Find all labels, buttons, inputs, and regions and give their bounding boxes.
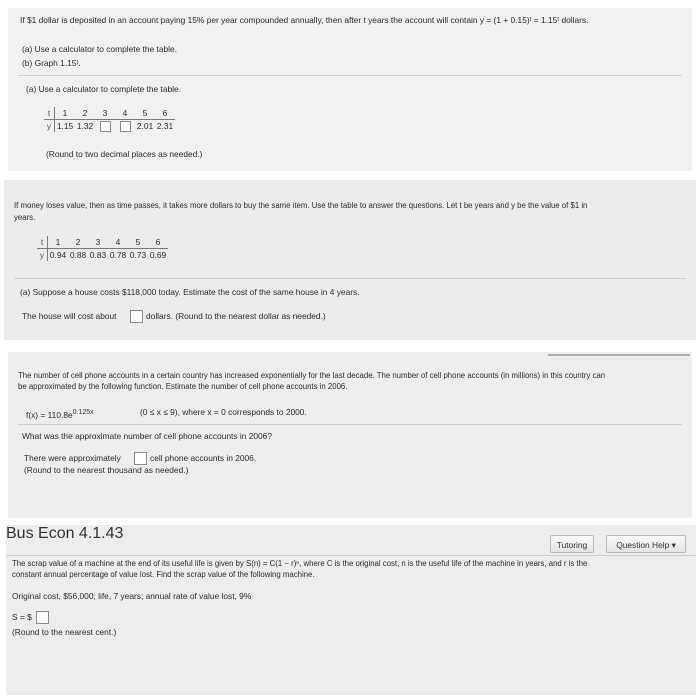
panel-money-value	[4, 180, 696, 340]
function-expression	[26, 407, 94, 421]
answer-suffix: cell phone accounts in 2006.	[150, 453, 257, 463]
t-cell: 1	[55, 107, 76, 120]
round-note: (Round to the nearest cent.)	[12, 627, 117, 637]
t-cell: 4	[115, 107, 135, 120]
y-cell: 0.69	[149, 250, 167, 260]
t-row-label: t	[44, 107, 55, 120]
question-a: (a) Suppose a house costs $118,000 today. Estimate the cost of the same house in 4 years.	[20, 287, 360, 297]
problem-line-1: The number of cell phone accounts in a certain country has increased exponentially for the last decade. The number of cell phone accounts (in millions) in this country can	[18, 371, 606, 380]
tutoring-button[interactable]: Tutoring	[550, 535, 594, 553]
answer-prefix: There were approximately	[24, 453, 121, 463]
answer-input[interactable]	[100, 121, 111, 132]
y-cell: 0.78	[109, 250, 127, 260]
scrap-value-input[interactable]	[36, 611, 49, 624]
y-cell: 2.01	[136, 121, 154, 131]
part-a-instruction: (a) Use a calculator to complete the table.	[22, 44, 178, 54]
y-cell: 0.83	[89, 250, 107, 260]
function-base: f(x) = 110.8e	[26, 409, 73, 420]
function-exponent: 0.125x	[72, 409, 94, 416]
t-cell: 6	[155, 107, 175, 120]
t-cell: 5	[135, 107, 155, 120]
y-cell: 1.15	[56, 121, 74, 131]
y-cell-input[interactable]	[115, 120, 135, 133]
t-cell: 6	[148, 236, 168, 249]
part-a-heading: (a) Use a calculator to complete the table.	[26, 84, 182, 94]
problem-line-2: be approximated by the following function. Estimate the number of cell phone accounts in 2006.	[18, 382, 348, 391]
panel-compound-interest	[8, 8, 692, 171]
problem-line-1: The scrap value of a machine at the end of its useful life is given by S(n) = C(1 − r)ⁿ, where C is the original cost, n is the useful life of the machine in years, and r is the	[12, 559, 588, 568]
t-cell: 2	[75, 107, 95, 120]
y-cell-input[interactable]	[95, 120, 115, 133]
question: What was the approximate number of cell phone accounts in 2006?	[22, 431, 273, 441]
answer-suffix: dollars. (Round to the nearest dollar as needed.)	[146, 311, 326, 321]
y-cell: 1.32	[76, 121, 94, 131]
problem-line-2: constant annual percentage of value lost. Find the scrap value of the following machine.	[12, 570, 315, 579]
toolbar-edge	[548, 354, 690, 356]
section-divider	[14, 278, 686, 279]
page-title: Bus Econ 4.1.43	[6, 525, 124, 542]
y-cell: 0.94	[49, 250, 67, 260]
answer-prefix: S = $	[12, 612, 32, 622]
y-cell: 0.88	[69, 250, 87, 260]
y-cell: 0.73	[129, 250, 147, 260]
t-row-label: t	[37, 236, 48, 249]
t-cell: 5	[128, 236, 148, 249]
problem-text: If $1 dollar is deposited in an account paying 15% per year compounded annually, then after t years the account will contain y = (1 + 0.15)ᵗ = 1.15ᵗ dollars.	[20, 15, 589, 25]
domain-note: (0 ≤ x ≤ 9), where x = 0 corresponds to 2000.	[140, 407, 307, 417]
y-row-label: y	[44, 120, 55, 133]
t-cell: 3	[88, 236, 108, 249]
t-cell: 1	[48, 236, 69, 249]
house-cost-input[interactable]	[130, 310, 143, 323]
panel-cell-phones	[8, 352, 692, 518]
question-help-button[interactable]: Question Help ▾	[606, 535, 686, 553]
t-cell: 2	[68, 236, 88, 249]
answer-input[interactable]	[120, 121, 131, 132]
problem-line-2: years.	[14, 213, 36, 222]
value-table	[37, 236, 168, 261]
round-note: (Round to the nearest thousand as needed.)	[24, 465, 189, 475]
given-values: Original cost, $56,000; life, 7 years; annual rate of value lost, 9%	[12, 591, 252, 601]
round-note: (Round to two decimal places as needed.)	[46, 149, 203, 159]
answer-prefix: The house will cost about	[22, 311, 117, 321]
header-divider	[6, 555, 696, 556]
values-table	[44, 107, 175, 132]
section-divider	[18, 424, 682, 425]
y-row-label: y	[37, 249, 48, 262]
panel-scrap-value	[6, 525, 696, 695]
y-cell: 2.31	[156, 121, 174, 131]
part-b-instruction: (b) Graph 1.15ᵗ.	[22, 58, 81, 68]
t-cell: 3	[95, 107, 115, 120]
problem-line-1: If money loses value, then as time passes, it takes more dollars to buy the same item. Use the table to answer the questions. Let t be years and y be the value of $1 in	[14, 201, 588, 210]
accounts-input[interactable]	[134, 452, 147, 465]
t-cell: 4	[108, 236, 128, 249]
section-divider	[18, 75, 682, 76]
